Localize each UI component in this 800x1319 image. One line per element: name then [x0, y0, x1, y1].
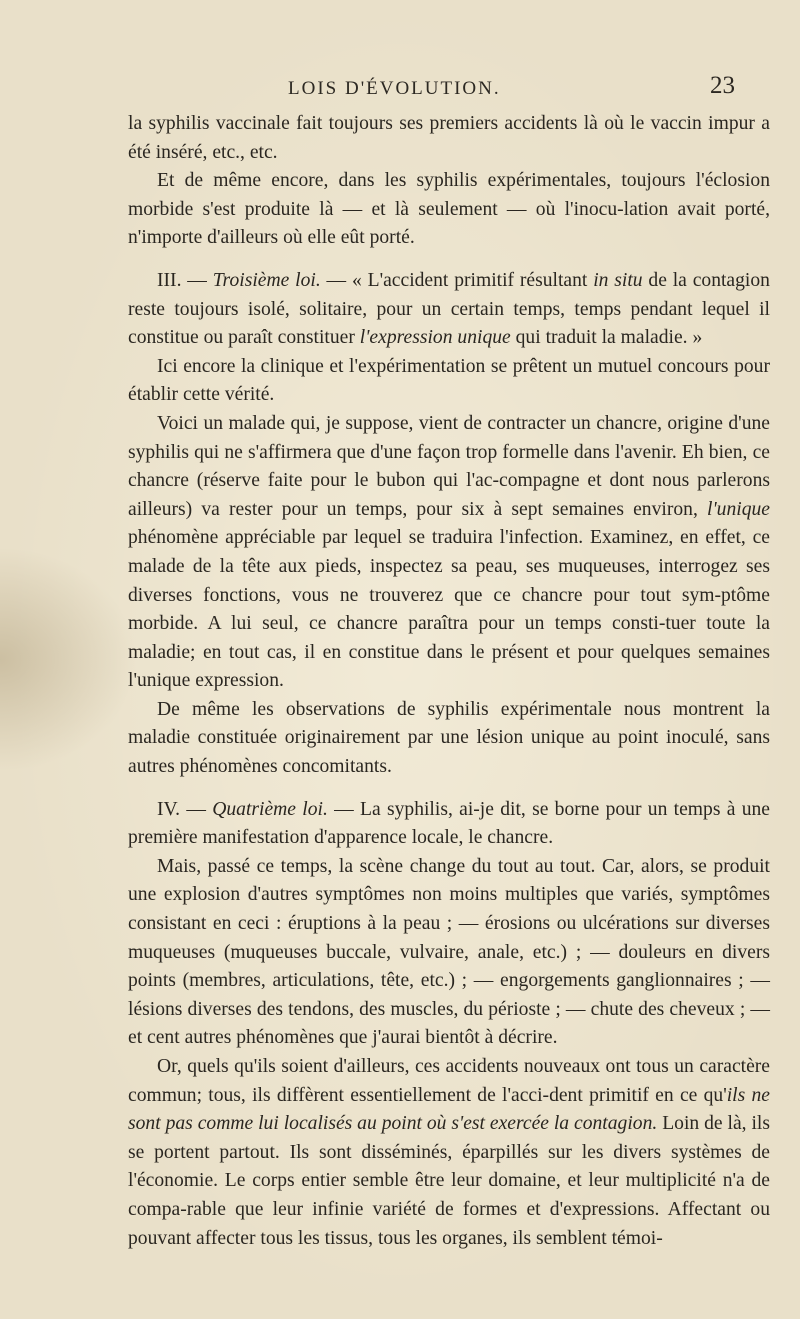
paragraph-3-third-law [128, 267, 770, 353]
text-segment: l'unique [707, 498, 770, 520]
text-segment: — « L'accident primitif résultant [320, 269, 594, 291]
text-segment: Or, quels qu'ils soient d'ailleurs, ces accidents nouveaux ont tous un caractère commun; tous, ils diffèrent essentiellement de l'acci-dent primitif en ce qu' [128, 1056, 770, 1106]
paragraph-4 [128, 353, 770, 410]
text-segment: Loin de là, ils se portent partout. Ils sont disséminés, éparpillés sur les divers systèmes de l'économie. Le corps entier semble être leur domaine, et leur multiplicité n'a de compa-rable que leur infinie variété de formes et d'expressions. Affectant ou pouvant affecter tous les tissus, tous les organes, ils semblent témoi- [128, 1113, 770, 1249]
paragraph-6 [128, 696, 770, 782]
running-title: LOIS D'ÉVOLUTION. [288, 78, 501, 99]
text-segment: III. — [157, 269, 213, 291]
text-segment: Ici encore la clinique et l'expérimentation se prêtent un mutuel concours pour établir cette vérité. [128, 355, 770, 406]
text-segment: — La syphilis, ai-je dit, se borne pour un temps à une première manifestation d'apparence locale, le chancre. [128, 798, 770, 849]
paragraph-1 [128, 110, 770, 167]
text-segment: Troisième loi. [212, 269, 321, 291]
body-text [128, 110, 770, 1253]
text-segment: Quatrième loi. [212, 798, 328, 820]
paragraph-5 [128, 410, 770, 696]
text-segment: ils ne sont pas comme lui localisés au point où s'est exercée la contagion. [128, 1084, 771, 1135]
paragraph-8 [128, 853, 770, 1053]
text-segment: Voici un malade qui, je suppose, vient de contracter un chancre, origine d'une syphilis qui ne s'affirmera que d'une façon trop formelle dans l'avenir. Eh bien, ce chancre (réserve faite pour le bubon qui l'ac-compagne et dont nous parlerons ailleurs) va rester pour un temps, pour six à sept semaines environ, [128, 412, 770, 520]
text-segment: in situ [593, 269, 643, 291]
text-segment: qui traduit la maladie. » [510, 327, 703, 349]
text-segment: phénomène appréciable par lequel se traduira l'infection. Examinez, en effet, ce malade de la tête aux pieds, inspectez sa peau, ses muqueuses, interrogez ses diverses fonctions, vous ne trouverez que ce chancre pour tout sym-ptôme morbide. A lui seul, ce chancre paraîtra pour un temps consti-tuer toute la maladie; en tout cas, il en constitue dans le présent et pour quelques semaines l'unique expression. [128, 527, 770, 692]
page-number: 23 [710, 72, 735, 99]
paragraph-9 [128, 1053, 770, 1253]
text-segment: la syphilis vaccinale fait toujours ses premiers accidents là où le vaccin impur a été inséré, etc., etc. [128, 113, 770, 163]
text-segment: IV. — [157, 798, 213, 820]
paragraph-2 [128, 167, 770, 253]
text-segment: Mais, passé ce temps, la scène change du tout au tout. Car, alors, se produit une explosion d'autres symptômes non moins multiples que variés, symptômes consistant en ceci : éruptions à la peau ; — érosions ou ulcérations sur diverses muqueuses (muqueuses buccale, vulvaire, anale, etc.) ; — douleurs en divers points (membres, articulations, tête, etc.) ; — engorgements ganglionnaires ; — lésions diverses des tendons, des muscles, du périoste ; — chute des cheveux ; — et cent autres phénomènes que j'aurai bientôt à décrire. [128, 855, 770, 1049]
text-segment: de la contagion reste toujours isolé, solitaire, pour un certain temps, temps pendant lequel il constitue ou paraît constituer [128, 269, 770, 349]
text-segment: De même les observations de syphilis expérimentale nous montrent la maladie constituée originairement par une lésion unique au point inoculé, sans autres phénomènes concomitants. [128, 698, 770, 778]
paragraph-7-fourth-law [128, 796, 770, 853]
text-segment: l'expression unique [359, 327, 511, 349]
text-segment: Et de même encore, dans les syphilis expérimentales, toujours l'éclosion morbide s'est produite là — et là seulement — où l'inocu-lation avait porté, n'importe d'ailleurs où elle eût porté. [128, 170, 770, 249]
